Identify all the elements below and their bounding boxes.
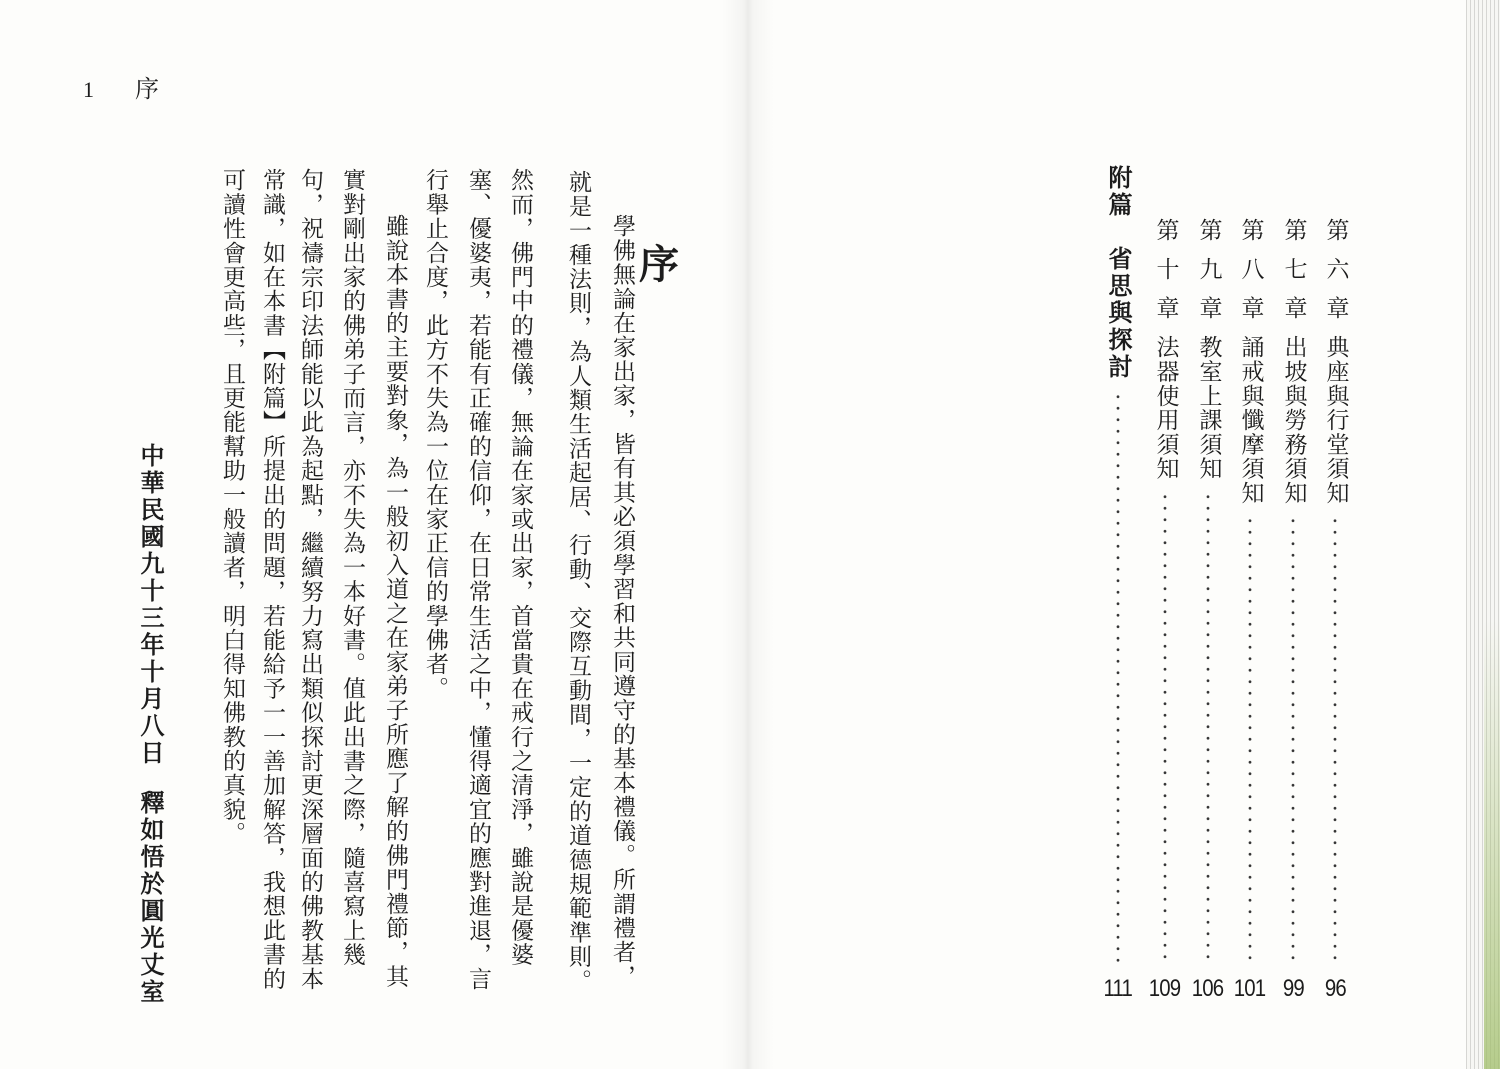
toc-appendix-title: 省思與探討 <box>1104 246 1133 381</box>
signature-date: 中華民國九十三年十月八日 <box>136 443 165 767</box>
toc-entry-chapter-9 <box>1188 218 1228 1002</box>
toc-page-number: 109 <box>1149 975 1181 1002</box>
toc-entry-chapter-7 <box>1273 218 1313 1002</box>
toc-chapter-title: 出坡與勞務須知 <box>1280 335 1307 506</box>
preface-column-3: 然而，佛門中的禮儀，無論在家或出家，首當貴在戒行之清淨，雖說是優婆 <box>507 168 533 967</box>
toc-page-number: 99 <box>1282 975 1304 1002</box>
preface-column-6: 雖說本書的主要對象，為一般初入道之在家弟子所應了解的佛門禮節，其 <box>382 214 408 989</box>
toc-chapter-title: 誦戒與懺摩須知 <box>1237 335 1264 506</box>
toc-chapter-title: 法器使用須知 <box>1152 335 1179 481</box>
toc-dot-leader <box>1205 491 1211 966</box>
preface-column-9: 常識，如在本書【附篇】所提出的問題，若能給予一一善加解答，我想此書的 <box>259 168 285 991</box>
preface-column-7: 實對剛出家的佛弟子而言，亦不失為一本好書。值此出書之際，隨喜寫上幾 <box>339 168 365 967</box>
toc-page-number: 96 <box>1324 975 1346 1002</box>
toc-page-number: 101 <box>1234 975 1266 1002</box>
toc-dot-leader <box>1162 491 1168 966</box>
preface-column-2: 就是一種法則，為人類生活起居、行動、交際互動間，一定的道德規範準則。 <box>565 170 591 993</box>
running-head: 序 <box>135 75 159 103</box>
toc-chapter-label: 第八章 <box>1237 218 1264 335</box>
toc-appendix-label: 附篇 <box>1104 165 1133 219</box>
preface-title: 序 <box>639 241 679 288</box>
toc-chapter-label: 第六章 <box>1322 218 1349 335</box>
page-number: 1 <box>83 77 94 102</box>
preface-column-5: 行舉止合度，此方不失為一位在家正信的學佛者。 <box>422 168 448 701</box>
toc-chapter-label: 第十章 <box>1152 218 1179 335</box>
toc-entry-chapter-10 <box>1145 218 1185 1002</box>
toc-dot-leader <box>1247 515 1253 966</box>
toc-entry-chapter-6 <box>1315 218 1355 1002</box>
preface-column-1: 學佛無論在家出家，皆有其必須學習和共同遵守的基本禮儀。所謂禮者， <box>609 214 635 989</box>
toc-page-number: 106 <box>1192 975 1224 1002</box>
toc-dot-leader <box>1290 515 1296 966</box>
signature-author: 釋如悟於圓光丈室 <box>136 790 165 1006</box>
toc-entry-chapter-8 <box>1230 218 1270 1002</box>
toc-chapter-label: 第七章 <box>1280 218 1307 335</box>
toc-entry-appendix <box>1098 165 1138 1002</box>
toc-chapter-label: 第九章 <box>1195 218 1222 335</box>
preface-column-4: 塞、優婆夷，若能有正確的信仰，在日常生活之中，懂得適宜的應對進退，言 <box>465 168 491 991</box>
preface-column-8: 句，祝禱宗印法師能以此為起點，繼續努力寫出類似探討更深層面的佛教基本 <box>297 168 323 991</box>
toc-dot-leader <box>1115 391 1121 966</box>
toc-dot-leader <box>1332 515 1338 966</box>
left-page-preface <box>0 0 748 1069</box>
preface-column-10: 可讀性會更高些，且更能幫助一般讀者，明白得知佛教的真貌。 <box>219 168 245 846</box>
toc-chapter-title: 典座與行堂須知 <box>1322 335 1349 506</box>
toc-chapter-title: 教室上課須知 <box>1195 335 1222 481</box>
toc-page-number: 111 <box>1103 975 1133 1002</box>
